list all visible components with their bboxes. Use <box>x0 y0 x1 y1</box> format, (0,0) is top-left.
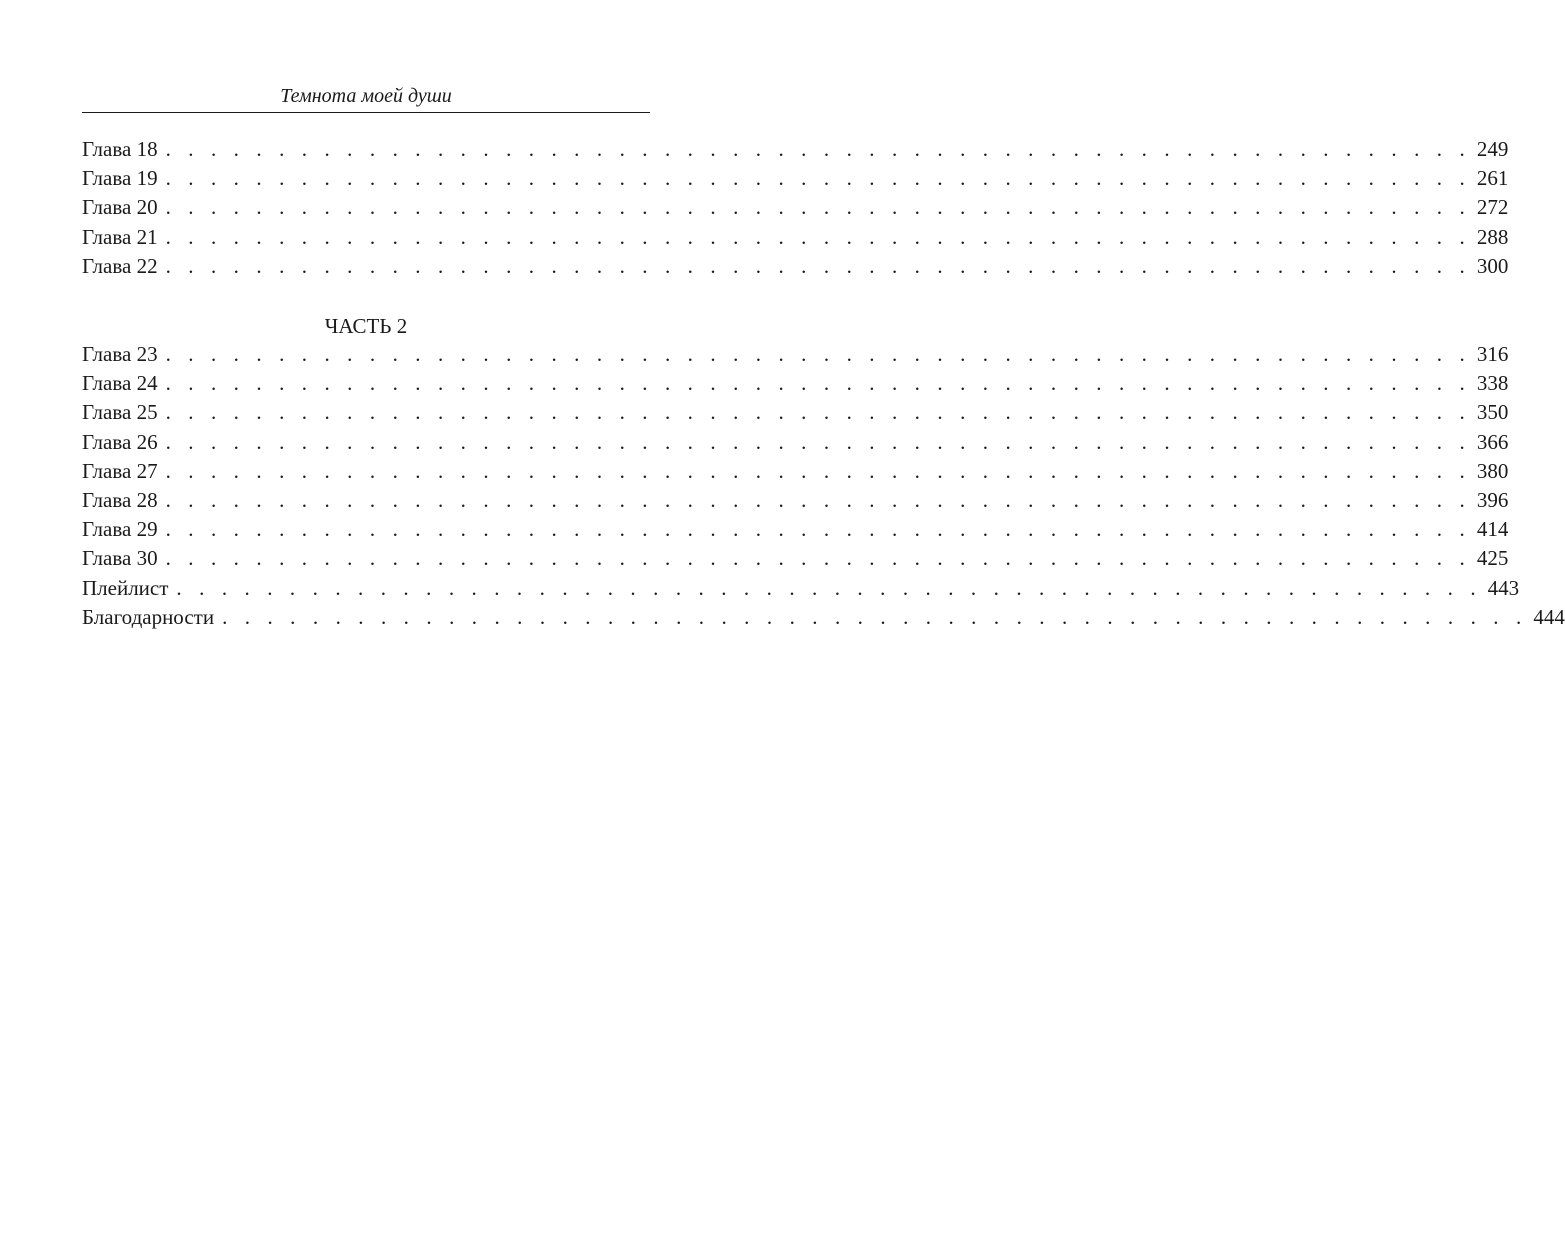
toc-dot-leader: . . . . . . . . . . . . . . . . . . . . . . . . . . . . . . . . . . . . . . . . . . . . . . . . . . . . . . . . . . <box>165 224 1471 249</box>
toc-entry-label: Глава 20 <box>82 195 158 220</box>
toc-dot-leader: . . . . . . . . . . . . . . . . . . . . . . . . . . . . . . . . . . . . . . . . . . . . . . . . . . . . . . . . . . <box>222 604 1528 629</box>
toc-dot-leader: . . . . . . . . . . . . . . . . . . . . . . . . . . . . . . . . . . . . . . . . . . . . . . . . . . . . . . . . . . <box>165 253 1471 278</box>
toc-entry-label: Глава 23 <box>82 342 158 366</box>
toc-entry-page: 443 <box>1487 575 1520 600</box>
toc-entry-page: 300 <box>1476 253 1509 278</box>
toc-entry-page: 288 <box>1476 224 1509 249</box>
toc-part-2 <box>82 340 1565 632</box>
toc-entry-label: Глава 19 <box>82 166 158 191</box>
toc-dot-leader: . . . . . . . . . . . . . . . . . . . . . . . . . . . . . . . . . . . . . . . . . . . . . . . . . . . . . . . . . . <box>165 342 1471 366</box>
toc-dot-leader: . . . . . . . . . . . . . . . . . . . . . . . . . . . . . . . . . . . . . . . . . . . . . . . . . . . . . . . . . . <box>165 429 1471 454</box>
toc-entry[interactable] <box>82 193 1509 222</box>
toc-entry-page: 414 <box>1476 517 1509 542</box>
toc-entry-page: 350 <box>1476 400 1509 425</box>
toc-dot-leader: . . . . . . . . . . . . . . . . . . . . . . . . . . . . . . . . . . . . . . . . . . . . . . . . . . . . . . . . . . <box>165 166 1471 191</box>
toc-dot-leader: . . . . . . . . . . . . . . . . . . . . . . . . . . . . . . . . . . . . . . . . . . . . . . . . . . . . . . . . . . <box>176 575 1482 600</box>
header-rule <box>82 112 650 113</box>
toc-entry-page: 380 <box>1476 458 1509 483</box>
toc-entry[interactable] <box>82 486 1509 515</box>
toc-dot-leader: . . . . . . . . . . . . . . . . . . . . . . . . . . . . . . . . . . . . . . . . . . . . . . . . . . . . . . . . . . <box>165 458 1471 483</box>
toc-entry-label: Глава 21 <box>82 224 158 249</box>
toc-entry[interactable] <box>82 428 1509 457</box>
toc-entry-label: Глава 18 <box>82 137 158 161</box>
toc-entry[interactable] <box>82 369 1509 398</box>
toc-entry-label: Глава 24 <box>82 371 158 396</box>
toc-entry[interactable] <box>82 544 1509 573</box>
toc-entry[interactable] <box>82 164 1509 193</box>
toc-dot-leader: . . . . . . . . . . . . . . . . . . . . . . . . . . . . . . . . . . . . . . . . . . . . . . . . . . . . . . . . . . <box>165 371 1471 396</box>
toc-entry-page: 444 <box>1533 604 1565 629</box>
toc-dot-leader: . . . . . . . . . . . . . . . . . . . . . . . . . . . . . . . . . . . . . . . . . . . . . . . . . . . . . . . . . . <box>165 517 1471 542</box>
toc-entry-page: 272 <box>1476 195 1509 220</box>
toc-dot-leader: . . . . . . . . . . . . . . . . . . . . . . . . . . . . . . . . . . . . . . . . . . . . . . . . . . . . . . . . . . <box>165 487 1471 512</box>
toc-entry-label: Благодарности <box>82 604 215 629</box>
part-2-heading: ЧАСТЬ 2 <box>324 314 408 338</box>
toc-entry-label: Глава 25 <box>82 400 158 425</box>
toc-entry-page: 261 <box>1476 166 1509 191</box>
toc-dot-leader: . . . . . . . . . . . . . . . . . . . . . . . . . . . . . . . . . . . . . . . . . . . . . . . . . . . . . . . . . . <box>165 400 1471 425</box>
toc-entry-label: Глава 28 <box>82 487 158 512</box>
toc-dot-leader: . . . . . . . . . . . . . . . . . . . . . . . . . . . . . . . . . . . . . . . . . . . . . . . . . . . . . . . . . . <box>165 195 1471 220</box>
toc-entry[interactable] <box>82 515 1509 544</box>
toc-entry[interactable] <box>82 457 1509 486</box>
toc-entry-page: 316 <box>1476 342 1509 366</box>
toc-entry[interactable] <box>82 135 1509 164</box>
toc-entry[interactable] <box>82 398 1509 427</box>
toc-entry-label: Глава 29 <box>82 517 158 542</box>
toc-entry[interactable] <box>82 223 1509 252</box>
toc-entry-page: 338 <box>1476 371 1509 396</box>
toc-part-1 <box>82 135 1509 281</box>
toc-entry[interactable] <box>82 340 1509 369</box>
toc-entry[interactable] <box>82 252 1509 281</box>
toc-dot-leader: . . . . . . . . . . . . . . . . . . . . . . . . . . . . . . . . . . . . . . . . . . . . . . . . . . . . . . . . . . <box>165 137 1471 161</box>
running-head-title: Темнота моей души <box>280 85 452 107</box>
toc-entry-label: Глава 26 <box>82 429 158 454</box>
toc-entry-label: Глава 22 <box>82 253 158 278</box>
toc-dot-leader: . . . . . . . . . . . . . . . . . . . . . . . . . . . . . . . . . . . . . . . . . . . . . . . . . . . . . . . . . . <box>165 546 1471 571</box>
toc-entry-label: Глава 30 <box>82 546 158 571</box>
toc-entry[interactable] <box>82 603 1565 632</box>
toc-entry-page: 425 <box>1476 546 1509 571</box>
toc-entry-label: Плейлист <box>82 575 169 600</box>
toc-entry-label: Глава 27 <box>82 458 158 483</box>
toc-entry-page: 396 <box>1476 487 1509 512</box>
toc-entry[interactable] <box>82 574 1520 603</box>
toc-entry-page: 366 <box>1476 429 1509 454</box>
toc-entry-page: 249 <box>1476 137 1509 161</box>
